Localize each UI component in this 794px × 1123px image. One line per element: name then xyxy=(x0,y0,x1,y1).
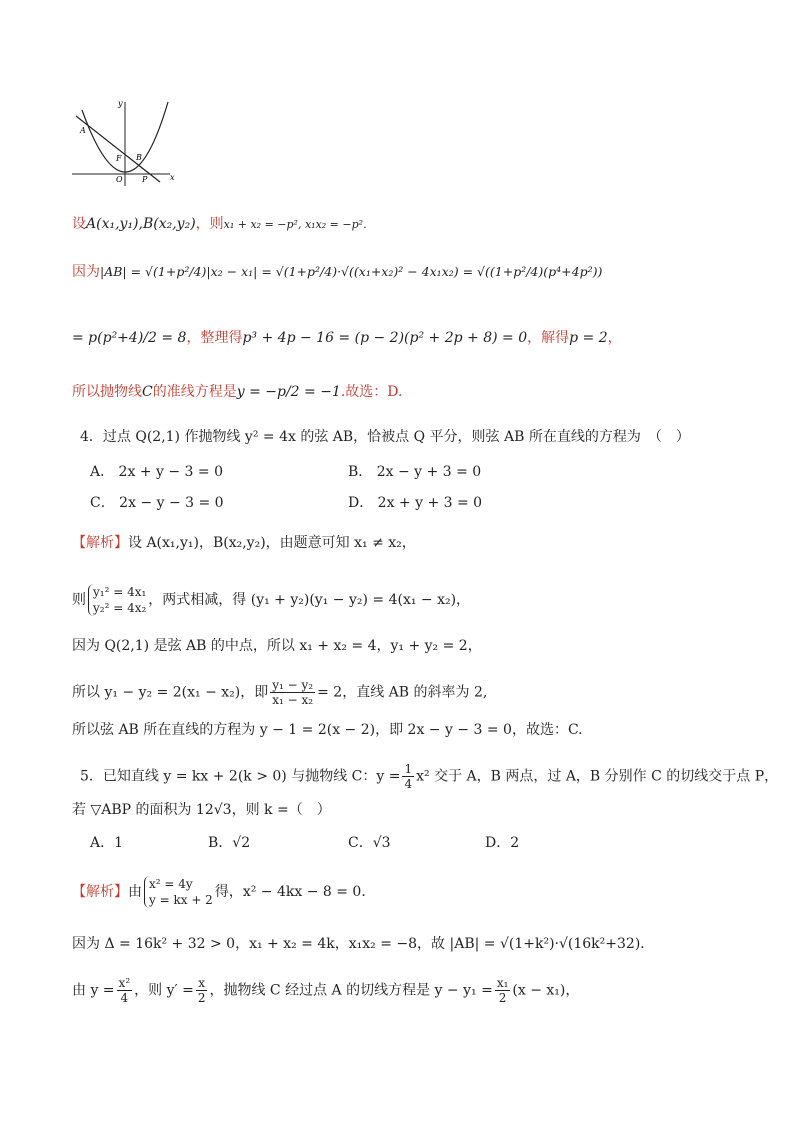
s4-line-3: 因为 Q(2,1) 是弦 AB 的中点，所以 x₁ + x₂ = 4，y₁ + y₂ = 2， xyxy=(72,638,482,654)
s5-tag: 【解析】 xyxy=(72,884,128,900)
question-4-stem: 4．过点 Q(2,1) 作抛物线 y² = 4x 的弦 AB，恰被点 Q 平分，则弦 AB 所在直线的方程为 （ ） xyxy=(80,429,690,445)
q5-l1-frac xyxy=(402,762,414,791)
l3-text1: ，整理得 xyxy=(186,330,243,346)
s5-l3-d2: 2 xyxy=(197,991,206,1005)
s5-l3-n3: x₁ xyxy=(496,976,509,990)
s4-l4-den: x₁ − x₂ xyxy=(272,693,314,707)
s4-l4-frac xyxy=(270,678,315,707)
l4-text2: 的准线方程是 xyxy=(152,384,237,400)
solution-line-4 xyxy=(72,382,402,402)
q5-l1-den: 4 xyxy=(404,777,413,791)
q5-option-c: C．√3 xyxy=(348,835,391,851)
s5-system xyxy=(144,876,213,908)
l4-c: C xyxy=(142,384,153,400)
q4-option-c: C． 2x − y − 3 = 0 xyxy=(90,495,224,511)
l2-math: |AB| = √(1+p²/4)|x₂ − x₁| = √(1+p²/4)·√((x₁+x₂)² − 4x₁x₂) = √((1+p²/4)(p⁴+4p²)) xyxy=(100,264,603,279)
s5-l3-pre: 由 y = xyxy=(72,982,115,999)
l3-math2: p³ + 4p − 16 = (p − 2)(p² + 2p + 8) = 0 xyxy=(242,330,528,346)
l1-mid: ，则 xyxy=(195,216,224,232)
s4-tag: 【解析】 xyxy=(72,535,128,551)
solution-line-2 xyxy=(72,262,602,282)
s5-l3-n2: x xyxy=(196,976,208,991)
s4-l2-post: ，两式相减，得 (y₁ + y₂)(y₁ − y₂) = 4(x₁ − x₂)， xyxy=(148,592,471,608)
l1-points: A(x₁,y₁),B(x₂,y₂) xyxy=(86,216,196,232)
l3-end: ， xyxy=(607,330,622,346)
s4-line-2 xyxy=(72,584,470,616)
s4-line-4 xyxy=(72,678,487,707)
fig-label-a: A xyxy=(80,126,86,135)
s4-line-5: 所以弦 AB 所在直线的方程为 y − 1 = 2(x − 2)，即 2x − y − 3 = 0，故选：C. xyxy=(72,722,583,738)
s4-sys1: y₁² = 4x₁ xyxy=(93,585,147,599)
q5-l1-post: x² 交于 A，B 两点，过 A，B 分别作 C 的切线交于点 P， xyxy=(416,768,779,785)
fig-label-b: B xyxy=(136,153,142,162)
s5-sys2: y = kx + 2 xyxy=(149,893,213,907)
l2-prefix: 因为 xyxy=(72,264,100,280)
q5-l1-pre: 5．已知直线 y = kx + 2(k > 0) 与抛物线 C：y = xyxy=(80,768,401,785)
s5-l3-d3: 2 xyxy=(498,991,507,1005)
q5-line-1 xyxy=(80,762,778,791)
s5-l3-frac2 xyxy=(196,976,208,1005)
s5-l3-mid: ，则 y′ = xyxy=(134,982,194,999)
solution-line-1 xyxy=(72,214,367,235)
fig-label-o: O xyxy=(116,175,123,184)
s5-l3-frac1 xyxy=(117,976,133,1005)
fig-label-f: F xyxy=(116,154,122,163)
l4-end: .故选：D. xyxy=(340,384,403,400)
fig-label-y: y xyxy=(118,99,123,108)
s4-system xyxy=(88,584,146,616)
fig-label-p: P xyxy=(142,175,148,184)
q4-option-a: A． 2x + y − 3 = 0 xyxy=(90,464,223,480)
s4-l4-post: = 2，直线 AB 的斜率为 2, xyxy=(317,684,488,701)
fig-label-x: x xyxy=(170,173,175,182)
q5-option-b: B．√2 xyxy=(208,835,251,851)
s5-l3-d1: 4 xyxy=(120,991,129,1005)
s4-l2-pre: 则 xyxy=(72,592,86,608)
s5-l3-mid2: ，抛物线 C 经过点 A 的切线方程是 y − y₁ = xyxy=(209,982,493,999)
s5-l1-pre: 由 xyxy=(128,884,142,900)
s5-line-1 xyxy=(72,876,375,908)
q4-option-b: B． 2x − y + 3 = 0 xyxy=(348,464,482,480)
solution-line-3 xyxy=(72,328,622,348)
s5-l3-post: (x − x₁)， xyxy=(512,982,580,999)
s5-sys1: x² = 4y xyxy=(149,877,193,891)
q4-option-d: D． 2x + y + 3 = 0 xyxy=(348,495,483,511)
parabola-figure xyxy=(70,98,190,188)
s5-l3-n1: x² xyxy=(118,976,131,990)
q5-l1-num: 1 xyxy=(404,762,413,776)
s4-sys2: y₂² = 4x₂ xyxy=(93,601,147,615)
l1-prefix: 设 xyxy=(72,216,86,232)
s4-l4-pre: 所以 y₁ − y₂ = 2(x₁ − x₂)，即 xyxy=(72,684,269,701)
s5-line-2: 因为 Δ = 16k² + 32 > 0，x₁ + x₂ = 4k，x₁x₂ = −8，故 |AB| = √(1+k²)·√(16k²+32)． xyxy=(72,936,655,952)
l3-math1: = p(p²+4)/2 = 8 xyxy=(72,330,187,346)
l4-text: 所以抛物线 xyxy=(72,384,142,400)
l1-math: x₁ + x₂ = −p², x₁x₂ = −p². xyxy=(223,218,367,231)
s4-line-1 xyxy=(72,533,416,553)
s4-l1: 设 A(x₁,y₁)，B(x₂,y₂)，由题意可知 x₁ ≠ x₂， xyxy=(128,535,416,551)
q5-line-2: 若 ▽ABP 的面积为 12√3，则 k =（ ） xyxy=(72,802,331,818)
secant-line xyxy=(76,116,160,182)
l3-math3: p = 2 xyxy=(569,330,608,346)
s5-line-3 xyxy=(72,976,579,1005)
s5-l3-frac3 xyxy=(495,976,511,1005)
s4-l4-num: y₁ − y₂ xyxy=(272,678,314,692)
l4-math: y = −p/2 = −1 xyxy=(236,384,341,400)
q5-option-d: D．2 xyxy=(485,835,520,851)
l3-text2: ，解得 xyxy=(527,330,570,346)
s5-l1-post: 得，x² − 4kx − 8 = 0． xyxy=(214,884,376,900)
q5-option-a: A．1 xyxy=(90,835,124,851)
